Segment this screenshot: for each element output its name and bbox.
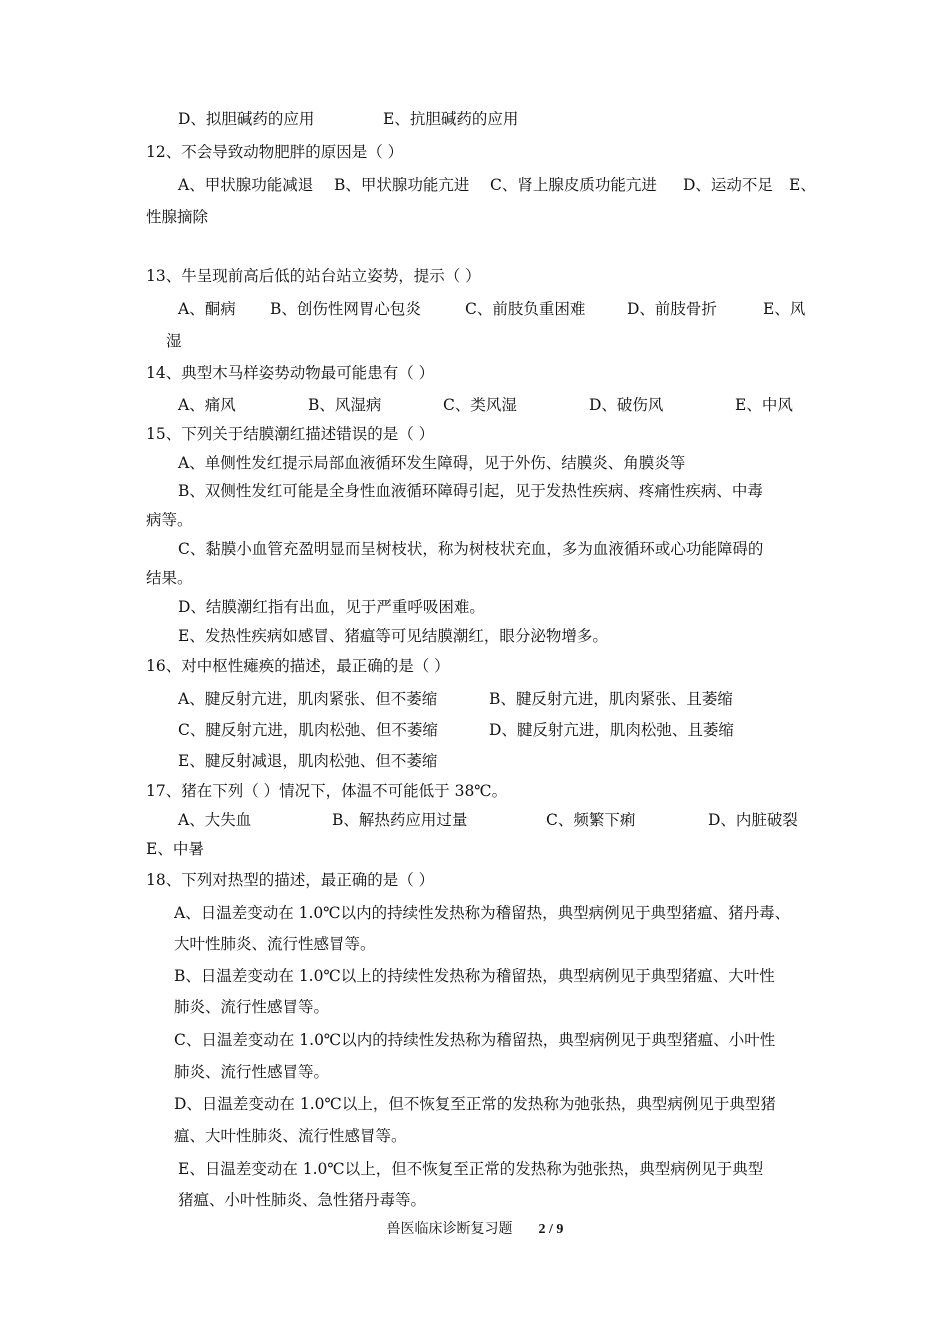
- option-text: C、腱反射亢进，肌肉松弛、但不萎缩: [178, 721, 438, 739]
- option-text: D、拟胆碱药的应用: [178, 110, 315, 128]
- option-text: D、运动不足: [683, 176, 773, 194]
- option-text: A、大失血: [178, 811, 252, 829]
- option-text: C、黏膜小血管充盈明显而呈树枝状，称为树枝状充血，多为血液循环或心功能障碍的: [178, 540, 764, 558]
- option-text: D、内脏破裂: [708, 811, 798, 829]
- option-text: C、频繁下痢: [546, 811, 636, 829]
- option-text: A、酮病: [178, 300, 236, 318]
- option-text: A、痛风: [178, 396, 236, 414]
- option-text: E、日温差变动在 1.0℃以上，但不恢复至正常的发热称为弛张热，典型病例见于典型: [178, 1160, 764, 1178]
- option-text: B、甲状腺功能亢进: [334, 176, 470, 194]
- option-text: B、日温差变动在 1.0℃以上的持续性发热称为稽留热，典型病例见于典型猪瘟、大叶性: [174, 967, 775, 985]
- option-text: E、中暑: [146, 840, 204, 858]
- option-text: E、风: [763, 300, 806, 318]
- option-text: 湿: [166, 332, 182, 350]
- option-text: 结果。: [146, 569, 193, 587]
- option-text: E、腱反射减退，肌肉松弛、但不萎缩: [178, 752, 438, 770]
- footer-title: 兽医临床诊断复习题: [386, 1221, 513, 1237]
- option-text: B、创伤性网胃心包炎: [270, 300, 421, 318]
- option-text: B、解热药应用过量: [332, 811, 468, 829]
- question-text: 12、不会导致动物肥胖的原因是（ ）: [146, 143, 404, 161]
- option-text: D、前肢骨折: [627, 300, 717, 318]
- option-text: D、日温差变动在 1.0℃以上，但不恢复至正常的发热称为弛张热，典型病例见于典型猪: [174, 1095, 776, 1113]
- option-text: B、双侧性发红可能是全身性血液循环障碍引起，见于发热性疾病、疼痛性疾病、中毒: [178, 482, 763, 500]
- question-text: 14、典型木马样姿势动物最可能患有（ ）: [146, 364, 435, 382]
- option-text: 猪瘟、小叶性肺炎、急性猪丹毒等。: [178, 1191, 427, 1209]
- question-text: 18、下列对热型的描述，最正确的是（ ）: [146, 871, 435, 889]
- option-text: E、发热性疾病如感冒、猪瘟等可见结膜潮红，眼分泌物增多。: [178, 627, 608, 645]
- option-text: E、抗胆碱药的应用: [383, 110, 519, 128]
- option-text: C、前肢负重困难: [465, 300, 586, 318]
- page-number: 2 / 9: [538, 1222, 564, 1237]
- option-text: D、结膜潮红指有出血，见于严重呼吸困难。: [178, 598, 485, 616]
- option-text: B、腱反射亢进，肌肉紧张、且萎缩: [489, 690, 733, 708]
- question-text: 15、下列关于结膜潮红描述错误的是（ ）: [146, 425, 435, 443]
- option-text: 肺炎、流行性感冒等。: [174, 998, 330, 1016]
- option-text: A、单侧性发红提示局部血液循环发生障碍，见于外伤、结膜炎、角膜炎等: [178, 454, 686, 472]
- option-text: 性腺摘除: [146, 208, 209, 226]
- question-text: 17、猪在下列（ ）情况下，体温不可能低于 38℃。: [146, 782, 508, 800]
- option-text: 瘟、大叶性肺炎、流行性感冒等。: [174, 1127, 407, 1145]
- option-text: C、肾上腺皮质功能亢进: [490, 176, 657, 194]
- option-text: 病等。: [146, 511, 193, 529]
- option-text: B、风湿病: [308, 396, 382, 414]
- option-text: D、腱反射亢进，肌肉松弛、且萎缩: [489, 721, 734, 739]
- question-text: 13、牛呈现前高后低的站台站立姿势，提示（ ）: [146, 267, 481, 285]
- option-text: A、日温差变动在 1.0℃以内的持续性发热称为稽留热，典型病例见于典型猪瘟、猪丹毒、: [174, 904, 791, 922]
- option-text: A、腱反射亢进，肌肉紧张、但不萎缩: [178, 690, 438, 708]
- option-text: E、: [789, 176, 816, 194]
- question-text: 16、对中枢性瘫痪的描述，最正确的是（ ）: [146, 657, 450, 675]
- option-text: A、甲状腺功能减退: [178, 176, 314, 194]
- option-text: C、类风湿: [443, 396, 517, 414]
- option-text: D、破伤风: [589, 396, 664, 414]
- option-text: 大叶性肺炎、流行性感冒等。: [174, 935, 376, 953]
- option-text: 肺炎、流行性感冒等。: [174, 1063, 330, 1081]
- option-text: E、中风: [735, 396, 793, 414]
- option-text: C、日温差变动在 1.0℃以内的持续性发热称为稽留热，典型病例见于典型猪瘟、小叶性: [174, 1031, 776, 1049]
- page-footer: [0, 1218, 950, 1238]
